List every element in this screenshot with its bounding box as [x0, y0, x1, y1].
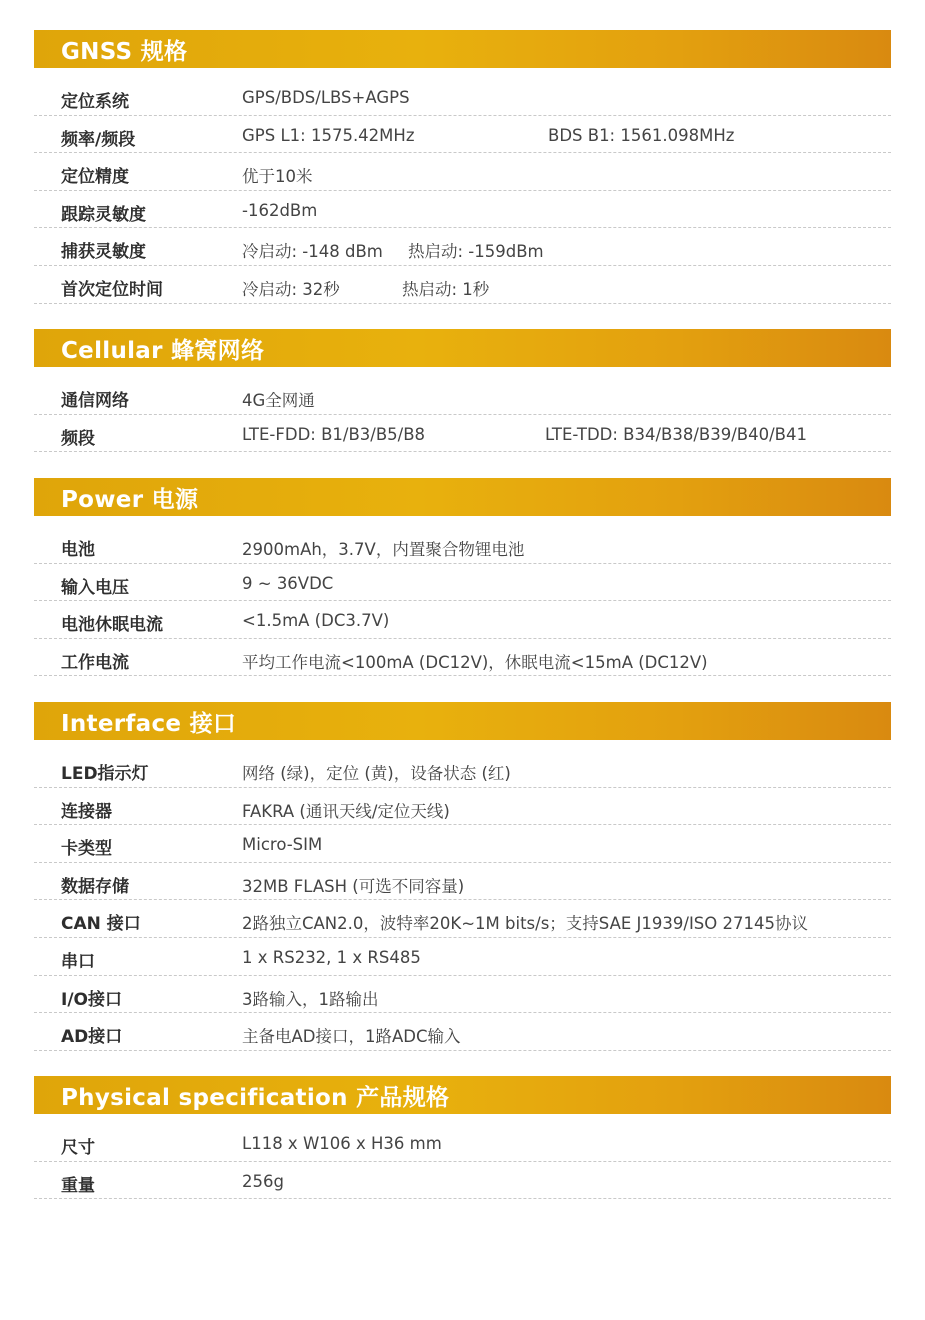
cellular-section-header: [34, 329, 891, 367]
spec-value-secondary: 热启动: -159dBm: [408, 242, 544, 262]
spec-label: 捕获灵敏度: [61, 242, 146, 263]
spec-label: 输入电压: [61, 577, 129, 598]
spec-row-positioning-system: [34, 78, 891, 116]
spec-row-tracking-sensitivity: [34, 191, 891, 229]
spec-row-bands: [34, 415, 891, 453]
spec-value: L118 x W106 x H36 mm: [242, 1134, 442, 1153]
spec-value: 1 x RS232, 1 x RS485: [242, 947, 421, 967]
power-section-title: Power 电源: [61, 486, 199, 513]
gnss-section: [34, 30, 891, 304]
spec-row-battery-sleep-current: [34, 601, 891, 639]
spec-value: GPS L1: 1575.42MHz: [242, 125, 415, 145]
spec-label: 定位精度: [61, 167, 129, 188]
spec-label: 连接器: [61, 801, 112, 822]
spec-value: 4G全网通: [242, 391, 315, 410]
spec-label: 尺寸: [61, 1138, 95, 1158]
spec-row-data-storage: [34, 863, 891, 901]
gnss-section-title: GNSS 规格: [61, 38, 188, 65]
spec-value: <1.5mA (DC3.7V): [242, 611, 390, 631]
spec-value: FAKRA (通讯天线/定位天线): [242, 801, 450, 821]
spec-label: LED指示灯: [61, 764, 149, 784]
spec-value: GPS/BDS/LBS+AGPS: [242, 88, 410, 107]
spec-row-battery: [34, 526, 891, 564]
spec-value-secondary: 热启动: 1秒: [402, 279, 490, 299]
spec-row-can-interface: [34, 900, 891, 938]
spec-label: 数据存储: [61, 876, 129, 897]
spec-value: 冷启动: -148 dBm: [242, 242, 383, 262]
spec-label: 跟踪灵敏度: [61, 204, 146, 225]
power-spec-list: [34, 526, 891, 676]
spec-row-weight: [34, 1162, 891, 1200]
cellular-section: [34, 329, 891, 452]
spec-value: 3路输入，1路输出: [242, 989, 379, 1009]
spec-value-secondary: LTE-TDD: B34/B38/B39/B40/B41: [545, 424, 807, 444]
interface-spec-list: [34, 750, 891, 1051]
spec-value: 网络 (绿)，定位 (黄)，设备状态 (红): [242, 764, 511, 783]
power-section-header: [34, 478, 891, 516]
spec-value: 2路独立CAN2.0，波特率20K~1M bits/s；支持SAE J1939/ISO 27145协议: [242, 914, 809, 934]
spec-row-io-interface: [34, 976, 891, 1014]
spec-row-working-current: [34, 639, 891, 677]
spec-label: CAN 接口: [61, 914, 141, 935]
spec-value: 2900mAh，3.7V，内置聚合物锂电池: [242, 540, 525, 559]
spec-label: 定位系统: [61, 92, 129, 112]
spec-row-acquisition-sensitivity: [34, 228, 891, 266]
cellular-spec-list: [34, 377, 891, 452]
spec-row-time-to-first-fix: [34, 266, 891, 304]
interface-section-title: Interface 接口: [61, 710, 237, 737]
spec-row-card-type: [34, 825, 891, 863]
spec-value: 32MB FLASH (可选不同容量): [242, 876, 465, 896]
cellular-section-title: Cellular 蜂窝网络: [61, 337, 265, 364]
spec-label: 电池休眠电流: [61, 615, 163, 636]
spec-value: 9 ~ 36VDC: [242, 573, 334, 593]
spec-label: 卡类型: [61, 839, 112, 860]
spec-row-dimensions: [34, 1124, 891, 1162]
spec-row-connector: [34, 788, 891, 826]
physical-spec-list: [34, 1124, 891, 1199]
spec-value: 主备电AD接口，1路ADC输入: [242, 1027, 461, 1047]
spec-label: 串口: [61, 951, 95, 972]
spec-value: 平均工作电流<100mA (DC12V)，休眠电流<15mA (DC12V): [242, 652, 708, 672]
spec-label: 通信网络: [61, 391, 129, 411]
spec-label: I/O接口: [61, 989, 122, 1010]
spec-label: 频率/频段: [61, 129, 136, 150]
spec-row-input-voltage: [34, 564, 891, 602]
spec-label: AD接口: [61, 1027, 123, 1048]
spec-value: Micro-SIM: [242, 835, 323, 855]
spec-row-led-indicator: [34, 750, 891, 788]
interface-section-header: [34, 702, 891, 740]
gnss-section-header: [34, 30, 891, 68]
spec-label: 频段: [61, 428, 95, 449]
spec-value: 256g: [242, 1171, 284, 1191]
spec-row-serial-port: [34, 938, 891, 976]
spec-row-positioning-accuracy: [34, 153, 891, 191]
physical-section-header: [34, 1076, 891, 1114]
physical-section-title: Physical specification 产品规格: [61, 1084, 450, 1111]
interface-section: [34, 702, 891, 1051]
spec-label: 首次定位时间: [61, 279, 163, 300]
power-section: [34, 478, 891, 676]
spec-label: 工作电流: [61, 652, 129, 673]
spec-value-secondary: BDS B1: 1561.098MHz: [548, 125, 735, 145]
spec-value: -162dBm: [242, 200, 318, 220]
spec-value: LTE-FDD: B1/B3/B5/B8: [242, 424, 426, 444]
spec-row-ad-interface: [34, 1013, 891, 1051]
gnss-spec-list: [34, 78, 891, 304]
spec-value: 冷启动: 32秒: [242, 279, 340, 299]
spec-row-frequency-band: [34, 116, 891, 154]
spec-row-network: [34, 377, 891, 415]
spec-label: 电池: [61, 540, 95, 560]
spec-label: 重量: [61, 1175, 95, 1196]
physical-section: [34, 1076, 891, 1199]
spec-value: 优于10米: [242, 167, 313, 187]
